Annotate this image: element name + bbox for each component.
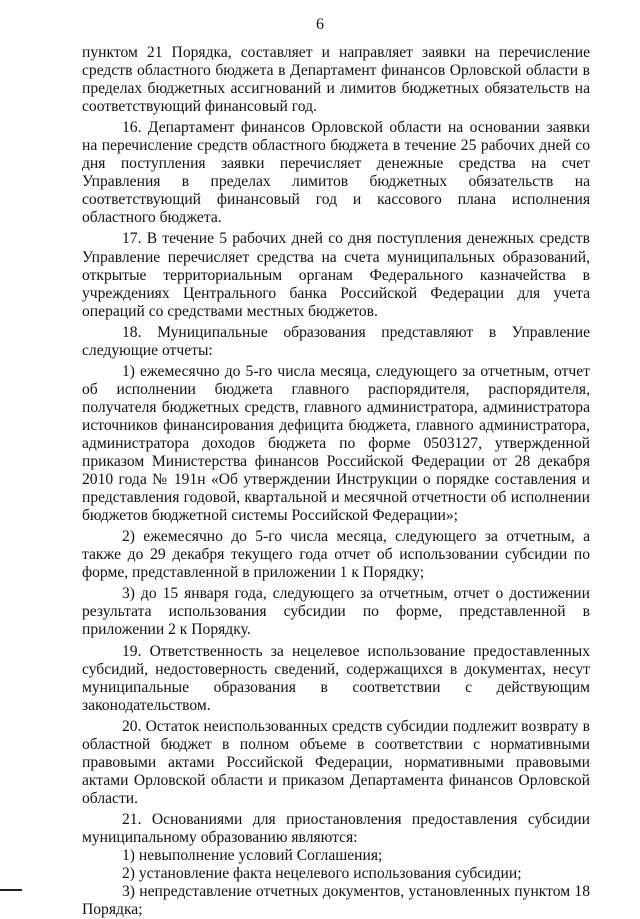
paragraph-21-item-2: 2) установление факта нецелевого использования субсидии;	[122, 865, 522, 883]
page-number: 6	[316, 16, 324, 33]
paragraph-18-item-1: 1) ежемесячно до 5-го числа месяца, следующего за отчетным, отчет об исполнении бюджета главного распорядителя, распорядителя, получателя бюджетных средств, главного администратора, администратора источников финансирования дефицита бюджета, главного администратора, администратора доходов бюджета по форме 0503127, утвержденной приказом Министерства финансов Российской Федерации от 28 декабря 2010 года № 191н «Об утверждении Инструкции о порядке составления и представления годовой, квартальной и месячной отчетности об исполнении бюджетов бюджетной системы Российской Федерации»;	[82, 362, 590, 525]
document-body	[82, 44, 590, 919]
paragraph-18: 18. Муниципальные образования представляют в Управление следующие отчеты:	[82, 323, 590, 359]
paragraph-16: 16. Департамент финансов Орловской области на основании заявки на перечисление средств областного бюджета в течение 25 рабочих дней со дня поступления заявки перечисляет денежные средства на счет Управления в пределах лимитов бюджетных обязательств на соответствующий финансовый год и кассового плана исполнения областного бюджета.	[82, 119, 590, 227]
paragraph-18-item-2: 2) ежемесячно до 5-го числа месяца, следующего за отчетным, а также до 29 декабря текущего года отчет об использовании субсидии по форме, представленной в приложении 1 к Порядку;	[82, 528, 590, 582]
paragraph-21: 21. Основаниями для приостановления предоставления субсидии муниципальному образованию являются:	[82, 810, 590, 846]
paragraph-21-item-1: 1) невыполнение условий Соглашения;	[122, 847, 383, 865]
paragraph-18-item-3: 3) до 15 января года, следующего за отчетным, отчет о достижении результата использования субсидии по форме, представленной в приложении 2 к Порядку.	[82, 585, 590, 639]
paragraph-17: 17. В течение 5 рабочих дней со дня поступления денежных средств Управление перечисляет средства на счета муниципальных образований, открытые территориальным органам Федерального казначейства в учреждениях Центрального банка Российской Федерации для учета операций со средствами местных бюджетов.	[82, 230, 590, 320]
paragraph-19: 19. Ответственность за нецелевое использование предоставленных субсидий, недостоверность сведений, содержащихся в документах, несут муниципальные образования в соответствии с действующим законодательством.	[82, 642, 590, 714]
paragraph-21-item-3: 3) непредставление отчетных документов, установленных пунктом 18 Порядка;	[82, 883, 590, 919]
paragraph-20: 20. Остаток неиспользованных средств субсидии подлежит возврату в областной бюджет в полном объеме в соответствии с нормативными правовыми актами Российской Федерации, нормативными правовыми актами Орловской области и приказом Департамента финансов Орловской области.	[82, 717, 590, 807]
margin-mark	[0, 889, 22, 891]
paragraph-15-continuation: пунктом 21 Порядка, составляет и направляет заявки на перечисление средств областного бюджета в Департамент финансов Орловской области в пределах бюджетных ассигнований и лимитов бюджетных обязательств на соответствующий финансовый год.	[82, 44, 590, 116]
